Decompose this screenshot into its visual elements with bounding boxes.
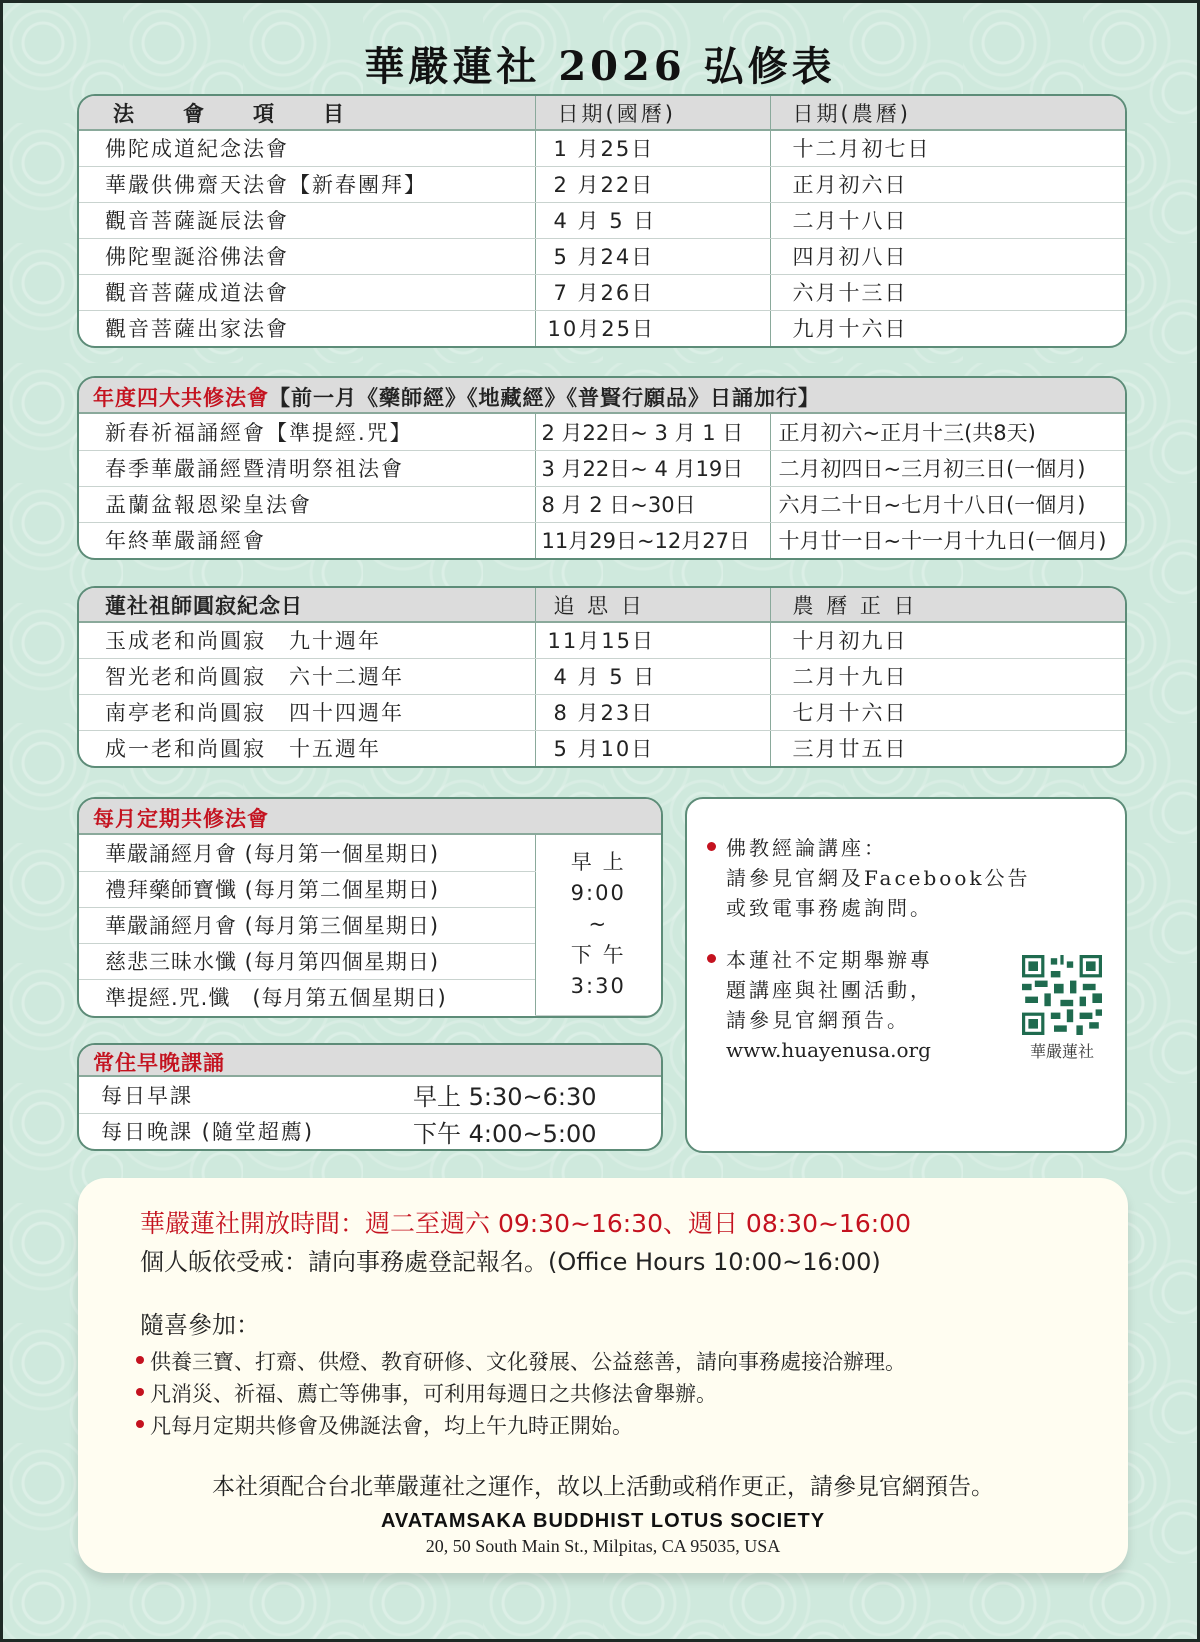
annual-note: 【前一月《藥師經》《地藏經》《普賢行願品》日誦加行】: [269, 386, 820, 410]
table-row: 盂蘭盆報恩梁皇法會 8 月 2 日~30日 六月二十日~七月十八日(一個月): [79, 486, 1125, 522]
annual-table: [77, 376, 1127, 560]
bullet-icon: [707, 954, 716, 963]
table-row: 禮拜藥師寶懺 (每月第二個星期日): [79, 871, 661, 907]
disclaimer: 本社須配合台北華嚴蓮社之運作，故以上活動或稍作更正，請參見官網預告。: [212, 1474, 994, 1500]
info-box: [685, 797, 1127, 1153]
monthly-time: 早 上 9:00 ~ 下 午 3:30: [535, 835, 661, 1015]
activities-info: 本蓮社不定期舉辦專 題講座與社團活動， 請參見官網預告。 www.huayenusa.org: [707, 945, 933, 1065]
table-row: 春季華嚴誦經暨清明祭祖法會 3 月22日~ 4 月19日 二月初四日~三月初三日(一個月): [79, 450, 1125, 486]
notice-panel: [78, 1178, 1128, 1573]
table-row: 華嚴供佛齋天法會【新春團拜】 2 月22日 正月初六日: [79, 166, 1125, 202]
table-row: 每日早課 早上 5:30~6:30: [79, 1077, 661, 1113]
table-row: 觀音菩薩成道法會 7 月26日 六月十三日: [79, 274, 1125, 310]
table-row: 準提經.咒.懺 (每月第五個星期日): [105, 986, 447, 1011]
table-row: 佛陀成道紀念法會 1 月25日 十二月初七日: [79, 130, 1125, 166]
table-row: 慈悲三昧水懺 (每月第四個星期日): [79, 943, 661, 979]
qr-label: 華嚴蓮社: [1029, 1042, 1094, 1061]
events-table: [77, 94, 1127, 348]
monthly-header: 每月定期共修法會: [79, 799, 661, 835]
table-row: 成一老和尚圓寂 十五週年 5 月10日 三月廿五日: [79, 730, 1125, 766]
bullet-icon: [136, 1356, 144, 1364]
table-row: 年終華嚴誦經會 11月29日~12月27日 十月廿一日~十一月十九日(一個月): [79, 522, 1125, 558]
daily-header: 常住早晚課誦: [79, 1045, 661, 1077]
annual-title: 年度四大共修法會: [93, 386, 269, 410]
monthly-table: [77, 797, 663, 1018]
website-link[interactable]: www.huayenusa.org: [726, 1038, 931, 1062]
header-solar: 日期(國曆): [535, 96, 770, 130]
memorial-table: 蓮社祖師圓寂紀念日 追 思 日 農 曆 正 日 玉成老和尚圓寂 九十週年 11月15日 十月初九日 智光老和尚圓寂 六十二週年 4 月 5 日 二月十九日 南亭老和尚圓寂 四十四週年 8 月23日 七月十六日 成一老和尚圓寂 十五週年 5 月10日 三月廿五日: [77, 586, 1127, 768]
table-row: 每日晚課 (隨堂超薦) 下午 4:00~5:00: [101, 1119, 597, 1148]
opening-hours: 華嚴蓮社開放時間：週二至週六 09:30~16:30、週日 08:30~16:00: [140, 1209, 911, 1238]
table-row: 觀音菩薩出家法會 10月25日 九月十六日: [79, 310, 1125, 346]
table-row: 華嚴誦經月會 (每月第一個星期日) 早 上 9:00 ~ 下 午 3:30: [79, 835, 661, 871]
list-item: 凡每月定期共修會及佛誕法會，均上午九時正開始。: [136, 1410, 906, 1442]
bullet-icon: [136, 1420, 144, 1428]
header-lunar: 日期(農曆): [770, 96, 1125, 130]
join-title: 隨喜參加：: [140, 1311, 260, 1339]
table-row: 智光老和尚圓寂 六十二週年 4 月 5 日 二月十九日: [79, 658, 1125, 694]
table-row: 佛陀聖誕浴佛法會 5 月24日 四月初八日: [79, 238, 1125, 274]
table-row: 華嚴誦經月會 (每月第三個星期日): [79, 907, 661, 943]
join-list: [136, 1346, 906, 1442]
annual-header: [79, 378, 1125, 414]
daily-table: [77, 1043, 663, 1151]
bullet-icon: [707, 842, 716, 851]
qr-code-icon[interactable]: [1022, 955, 1102, 1035]
schedule-page: [3, 3, 1197, 1639]
refuge-info: 個人皈依受戒：請向事務處登記報名。(Office Hours 10:00~16:00): [140, 1248, 881, 1276]
lecture-info: 佛教經論講座： 請參見官網及Facebook公告 或致電事務處詢問。: [707, 833, 1030, 923]
list-item: 供養三寶、打齋、供燈、教育研修、文化發展、公益慈善，請向事務處接洽辦理。: [136, 1346, 906, 1378]
table-row: 新春祈福誦經會【準提經.咒】 2 月22日~ 3 月 1 日 正月初六~正月十三(共8天): [79, 414, 1125, 450]
bullet-icon: [136, 1388, 144, 1396]
org-name: AVATAMSAKA BUDDHIST LOTUS SOCIETY: [380, 1510, 826, 1532]
list-item: 凡消災、祈福、薦亡等佛事，可利用每週日之共修法會舉辦。: [136, 1378, 906, 1410]
table-row: 觀音菩薩誕辰法會 4 月 5 日 二月十八日: [79, 202, 1125, 238]
table-row: 南亭老和尚圓寂 四十四週年 8 月23日 七月十六日: [79, 694, 1125, 730]
table-row: 玉成老和尚圓寂 九十週年 11月15日 十月初九日: [79, 622, 1125, 658]
header-event: 法 會 項 目: [79, 96, 535, 130]
page-title: 華嚴蓮社 2026 弘修表: [364, 43, 836, 90]
org-address: 20, 50 South Main St., Milpitas, CA 95035, USA: [425, 1536, 781, 1556]
